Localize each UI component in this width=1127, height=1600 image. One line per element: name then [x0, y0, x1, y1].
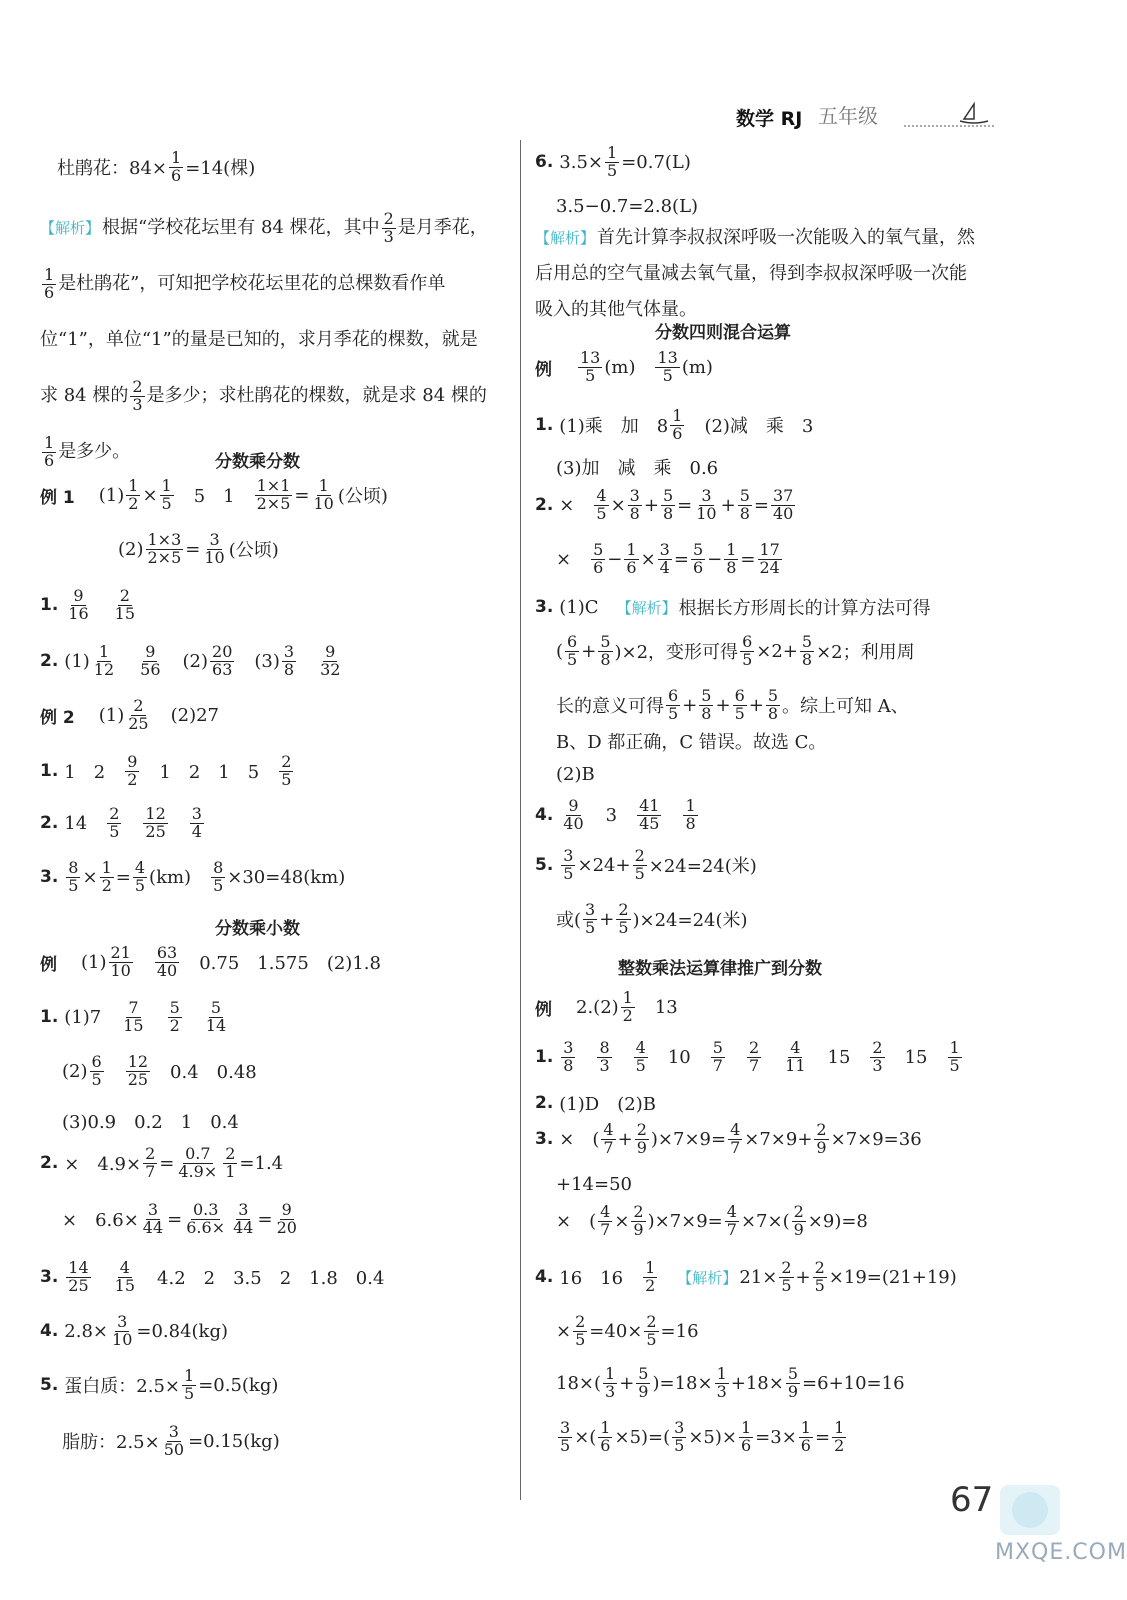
example-2: 例 2 (1) $\frac{2}{25}$ (2)27: [40, 696, 220, 733]
fraction: $\frac{1}{6}$: [44, 432, 55, 470]
decimal-answer-2b: × 6.6× $\frac{3}{44}$ = $\frac{0.3}{6.6\times}$ $\frac{3}{44}$ = $\frac{9}{20}$: [62, 1200, 297, 1237]
mixed-answer-1b: (3)加 减 乘 0.6: [556, 458, 719, 479]
decimal-answer-5a: 5. 蛋白质：2.5× $\frac{1}{5}$ =0.5(kg): [40, 1366, 279, 1403]
column-divider: [520, 140, 521, 1500]
law-answer-3c: × ( $\frac{4}{7}$ × $\frac{2}{9}$ )×7×9= $\frac{4}{7}$ ×7×( $\frac{2}{9}$ ×9)=8: [556, 1202, 868, 1239]
analysis-paragraph-2: 【解析】 首先计算李叔叔深呼吸一次能吸入的氧气量，然后用总的空气量减去氧气量，得到李叔叔深呼吸一次能吸入的其他气体量。: [535, 227, 976, 320]
sailboat-icon: [958, 102, 990, 126]
decimal-answer-3: 3. $\frac{14}{25}$ $\frac{4}{15}$ 4.2 2 3.5 2 1.8 0.4: [40, 1258, 385, 1295]
left-line-0: 杜鹃花：84× $\frac{1}{6}$ =14(棵): [57, 148, 256, 185]
mixed-answer-3a: 3. (1)C 【解析】 根据长方形周长的计算方法可得: [535, 596, 931, 619]
grade-label: 五年级: [818, 104, 878, 128]
mixed-answer-2b: × $\frac{5}{6}$ − $\frac{1}{6}$ × $\frac{3}{4}$ = $\frac{5}{6}$ − $\frac{1}{8}$ = $\frac{17}{24}$: [556, 540, 780, 577]
decimal-answer-5b: 脂肪：2.5× $\frac{3}{50}$ =0.15(kg): [62, 1422, 280, 1459]
page-number: 67: [950, 1480, 994, 1520]
page-header: [736, 96, 996, 136]
mixed-answer-3b: ( $\frac{6}{5}$ + $\frac{5}{8}$ )×2，变形可得 $\frac{6}{5}$ ×2+ $\frac{5}{8}$ ×2；利用周: [556, 632, 915, 669]
watermark-logo-icon: [960, 1475, 1070, 1595]
example-1-line-1: 例 1 (1) $\frac{1}{2}$ × $\frac{1}{5}$ 5 1 $\frac{1\times 1}{2\times 5}$ = $\frac{1}{10}$ (公顷): [40, 476, 388, 513]
analysis-tag: 【解析】: [40, 219, 101, 237]
law-answer-4d: $\frac{3}{5}$ ×( $\frac{1}{6}$ ×5)=( $\frac{3}{5}$ ×5)× $\frac{1}{6}$ =3× $\frac{1}{6}$ = $\frac{1}{2}$: [560, 1418, 845, 1455]
example-5: 例 2.(2) $\frac{1}{2}$ 13: [535, 988, 678, 1025]
law-answer-2: 2. (1)D (2)B: [535, 1093, 656, 1115]
fraction: $\frac{2}{3}$: [383, 208, 394, 246]
mixed-answer-3e: (2)B: [556, 764, 595, 785]
section-title: 分数四则混合运算: [655, 323, 791, 343]
law-answer-3b: +14=50: [556, 1174, 632, 1195]
example-1-line-2: (2) $\frac{1\times 3}{2\times 5}$ = $\frac{3}{10}$ (公顷): [118, 530, 279, 567]
decimal-answer-1b: (2) $\frac{6}{5}$ $\frac{12}{25}$ 0.4 0.48: [62, 1052, 257, 1089]
law-answer-4c: 18×( $\frac{1}{3}$ + $\frac{5}{9}$ )=18× $\frac{1}{3}$ +18× $\frac{5}{9}$ =6+10=16: [556, 1364, 905, 1401]
fraction: $\frac{2}{3}$: [132, 376, 143, 414]
answer-2: 2. (1) $\frac{1}{12}$ $\frac{9}{56}$ (2) $\frac{20}{63}$ (3) $\frac{3}{8}$ $\frac{9}{32}$: [40, 642, 341, 679]
answer-1: 1. $\frac{9}{16}$ $\frac{2}{15}$: [40, 586, 136, 623]
ex2-answer-3: 3. $\frac{8}{5}$ × $\frac{1}{2}$ = $\frac{4}{5}$ (km) $\frac{8}{5}$ ×30=48(km): [40, 858, 346, 895]
example-3: 例 (1) $\frac{21}{10}$ $\frac{63}{40}$ 0.75 1.575 (2)1.8: [40, 943, 381, 980]
watermark-text: MXQE.COM: [995, 1540, 1127, 1565]
right-answer-6b: 3.5−0.7=2.8(L): [556, 196, 699, 217]
ex2-answer-1: 1. 1 2 $\frac{9}{2}$ 1 2 1 5 $\frac{2}{5}$: [40, 752, 292, 789]
mixed-answer-5b: 或( $\frac{3}{5}$ + $\frac{2}{5}$ )×24=24(米): [556, 900, 748, 937]
ex2-answer-2: 2. 14 $\frac{2}{5}$ $\frac{12}{25}$ $\frac{3}{4}$: [40, 804, 202, 841]
mixed-answer-3d: B、D 都正确，C 错误。故选 C。: [556, 732, 827, 753]
decimal-answer-4: 4. 2.8× $\frac{3}{10}$ =0.84(kg): [40, 1312, 229, 1349]
decimal-answer-1c: (3)0.9 0.2 1 0.4: [62, 1112, 239, 1133]
mixed-answer-3c: 长的意义可得 $\frac{6}{5}$ + $\frac{5}{8}$ + $\frac{6}{5}$ + $\frac{5}{8}$ 。综上可知 A、: [556, 686, 909, 723]
mixed-answer-2a: 2. × $\frac{4}{5}$ × $\frac{3}{8}$ + $\frac{5}{8}$ = $\frac{3}{10}$ + $\frac{5}{8}$ = $\frac{37}{40}$: [535, 486, 794, 523]
section-title: 分数乘分数: [215, 452, 300, 472]
analysis-paragraph-1: 【解析】 根据“学校花坛里有 84 棵花，其中 $\frac{2}{3}$ 是月季花， $\frac{1}{6}$ 是杜鹃花”，可知把学校花坛里花的总棵数看作单位“1”，单位“1”的量是已知的，求月季花的棵数，就是求 84 棵的 $\frac{2}{3}$ 是多少；求杜鹃花的棵数，就是求 84 棵的 $\frac{1}{6}$ 是多少。: [40, 208, 488, 470]
example-4: 例 $\frac{13}{5}$ (m) $\frac{13}{5}$ (m): [535, 348, 713, 385]
decimal-answer-2a: 2. × 4.9× $\frac{2}{7}$ = $\frac{0.7}{4.9\times}$ $\frac{2}{1}$ =1.4: [40, 1144, 284, 1181]
mixed-answer-5a: 5. $\frac{3}{5}$ ×24+ $\frac{2}{5}$ ×24=24(米): [535, 846, 757, 883]
section-title: 分数乘小数: [215, 919, 300, 939]
mixed-answer-4: 4. $\frac{9}{40}$ 3 $\frac{41}{45}$ $\frac{1}{8}$: [535, 796, 696, 833]
law-answer-3a: 3. × ( $\frac{4}{7}$ + $\frac{2}{9}$ )×7×9= $\frac{4}{7}$ ×7×9+ $\frac{2}{9}$ ×7×9=36: [535, 1120, 922, 1157]
law-answer-4b: × $\frac{2}{5}$ =40× $\frac{2}{5}$ =16: [556, 1312, 699, 1349]
subject-label: 数学 RJ: [736, 108, 803, 130]
section-title: 整数乘法运算律推广到分数: [618, 959, 822, 979]
law-answer-4a: 4. 16 16 $\frac{1}{2}$ 【解析】 21× $\frac{2}{5}$ + $\frac{2}{5}$ ×19=(21+19): [535, 1258, 957, 1295]
mixed-answer-1a: 1. (1)乘 加 8 $\frac{1}{6}$ (2)减 乘 3: [535, 406, 814, 443]
decimal-answer-1: 1. (1)7 $\frac{7}{15}$ $\frac{5}{2}$ $\frac{5}{14}$: [40, 998, 227, 1035]
fraction: $\frac{1}{6}$: [171, 148, 182, 185]
fraction: $\frac{1}{6}$: [44, 264, 55, 302]
right-answer-6: 6. 3.5× $\frac{1}{5}$ =0.7(L): [535, 143, 691, 180]
law-answer-1: 1. $\frac{3}{8}$ $\frac{8}{3}$ $\frac{4}{5}$ 10 $\frac{5}{7}$ $\frac{2}{7}$ $\frac{4}{11}$ 15 $\frac{2}{3}$ 15 $\frac{1}{5}$: [535, 1038, 960, 1075]
